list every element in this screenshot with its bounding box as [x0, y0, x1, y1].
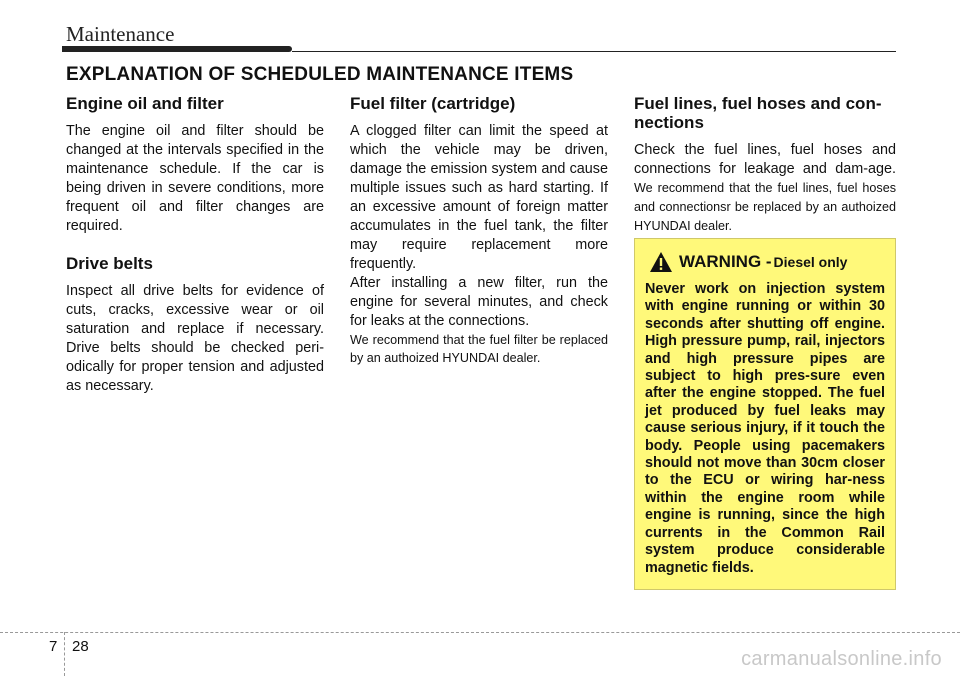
- fuel-lines-body-2: We recommend that the fuel lines, fuel hoses and connectionsr be replaced by an authoized HYUNDAI dealer.: [634, 181, 896, 233]
- fuel-lines-body: [634, 141, 896, 236]
- chapter-title: Maintenance: [66, 22, 175, 46]
- column-2: [350, 94, 608, 367]
- page-number: 28: [72, 638, 89, 655]
- chapter-number: 7: [49, 638, 58, 655]
- footer-divider: [64, 632, 65, 676]
- fuel-lines-body-1: Check the fuel lines, fuel hoses and connections for leakage and dam-age.: [634, 142, 896, 177]
- warning-title: WARNING -: [679, 252, 772, 271]
- warning-box: [634, 238, 896, 590]
- fuel-filter-heading: Fuel filter (cartridge): [350, 94, 516, 113]
- fuel-filter-body-1: A clogged filter can limit the speed at which the vehicle may be driven, damage the emission system and cause multiple issues such as hard starting. If an excessive amount of foreign matter accumulates in the fuel tank, the filter may require replacement more frequently.: [350, 123, 608, 272]
- header-bar: [62, 46, 292, 52]
- footer-rule: [0, 632, 960, 633]
- watermark: carmanualsonline.info: [741, 648, 942, 670]
- warning-triangle-icon: [649, 251, 673, 273]
- engine-oil-heading: Engine oil and filter: [66, 94, 224, 113]
- fuel-lines-heading: Fuel lines, fuel hoses and con-nections: [634, 94, 882, 132]
- warning-header: [649, 251, 885, 273]
- section-title: EXPLANATION OF SCHEDULED MAINTENANCE ITEMS: [66, 64, 574, 85]
- column-1: [66, 94, 324, 396]
- header-rule: [292, 51, 896, 52]
- drive-belts-body: Inspect all drive belts for evidence of cuts, cracks, excessive wear or oil saturation and replace if necessary. Drive belts should be checked peri-odically for proper tension and adjusted as necessary.: [66, 283, 324, 394]
- warning-text: Never work on injection system with engine running or within 30 seconds after shutting off engine. High pressure pump, rail, injectors and high pressure pipes are subject to high pres-sure even after the engine stopped. The fuel jet produced by fuel leaks may cause serious injury, if it touch the body. People using pacemakers should not move than 30cm closer to the ECU or wiring har-ness within the engine room while engine is running, since the high currents in the Common Rail system produce considerable magnetic fields.: [645, 281, 885, 576]
- warning-subtitle: Diesel only: [773, 254, 848, 270]
- fuel-filter-body-2: After installing a new filter, run the engine for several minutes, and check for leaks at the connections.: [350, 275, 608, 329]
- drive-belts-heading: Drive belts: [66, 254, 153, 273]
- fuel-filter-body-3: We recommend that the fuel filter be replaced by an authoized HYUNDAI dealer.: [350, 333, 608, 365]
- column-3: [634, 94, 896, 236]
- engine-oil-body: The engine oil and filter should be changed at the intervals specified in the maintenance schedule. If the car is being driven in severe conditions, more frequent oil and filter changes are required.: [66, 123, 324, 234]
